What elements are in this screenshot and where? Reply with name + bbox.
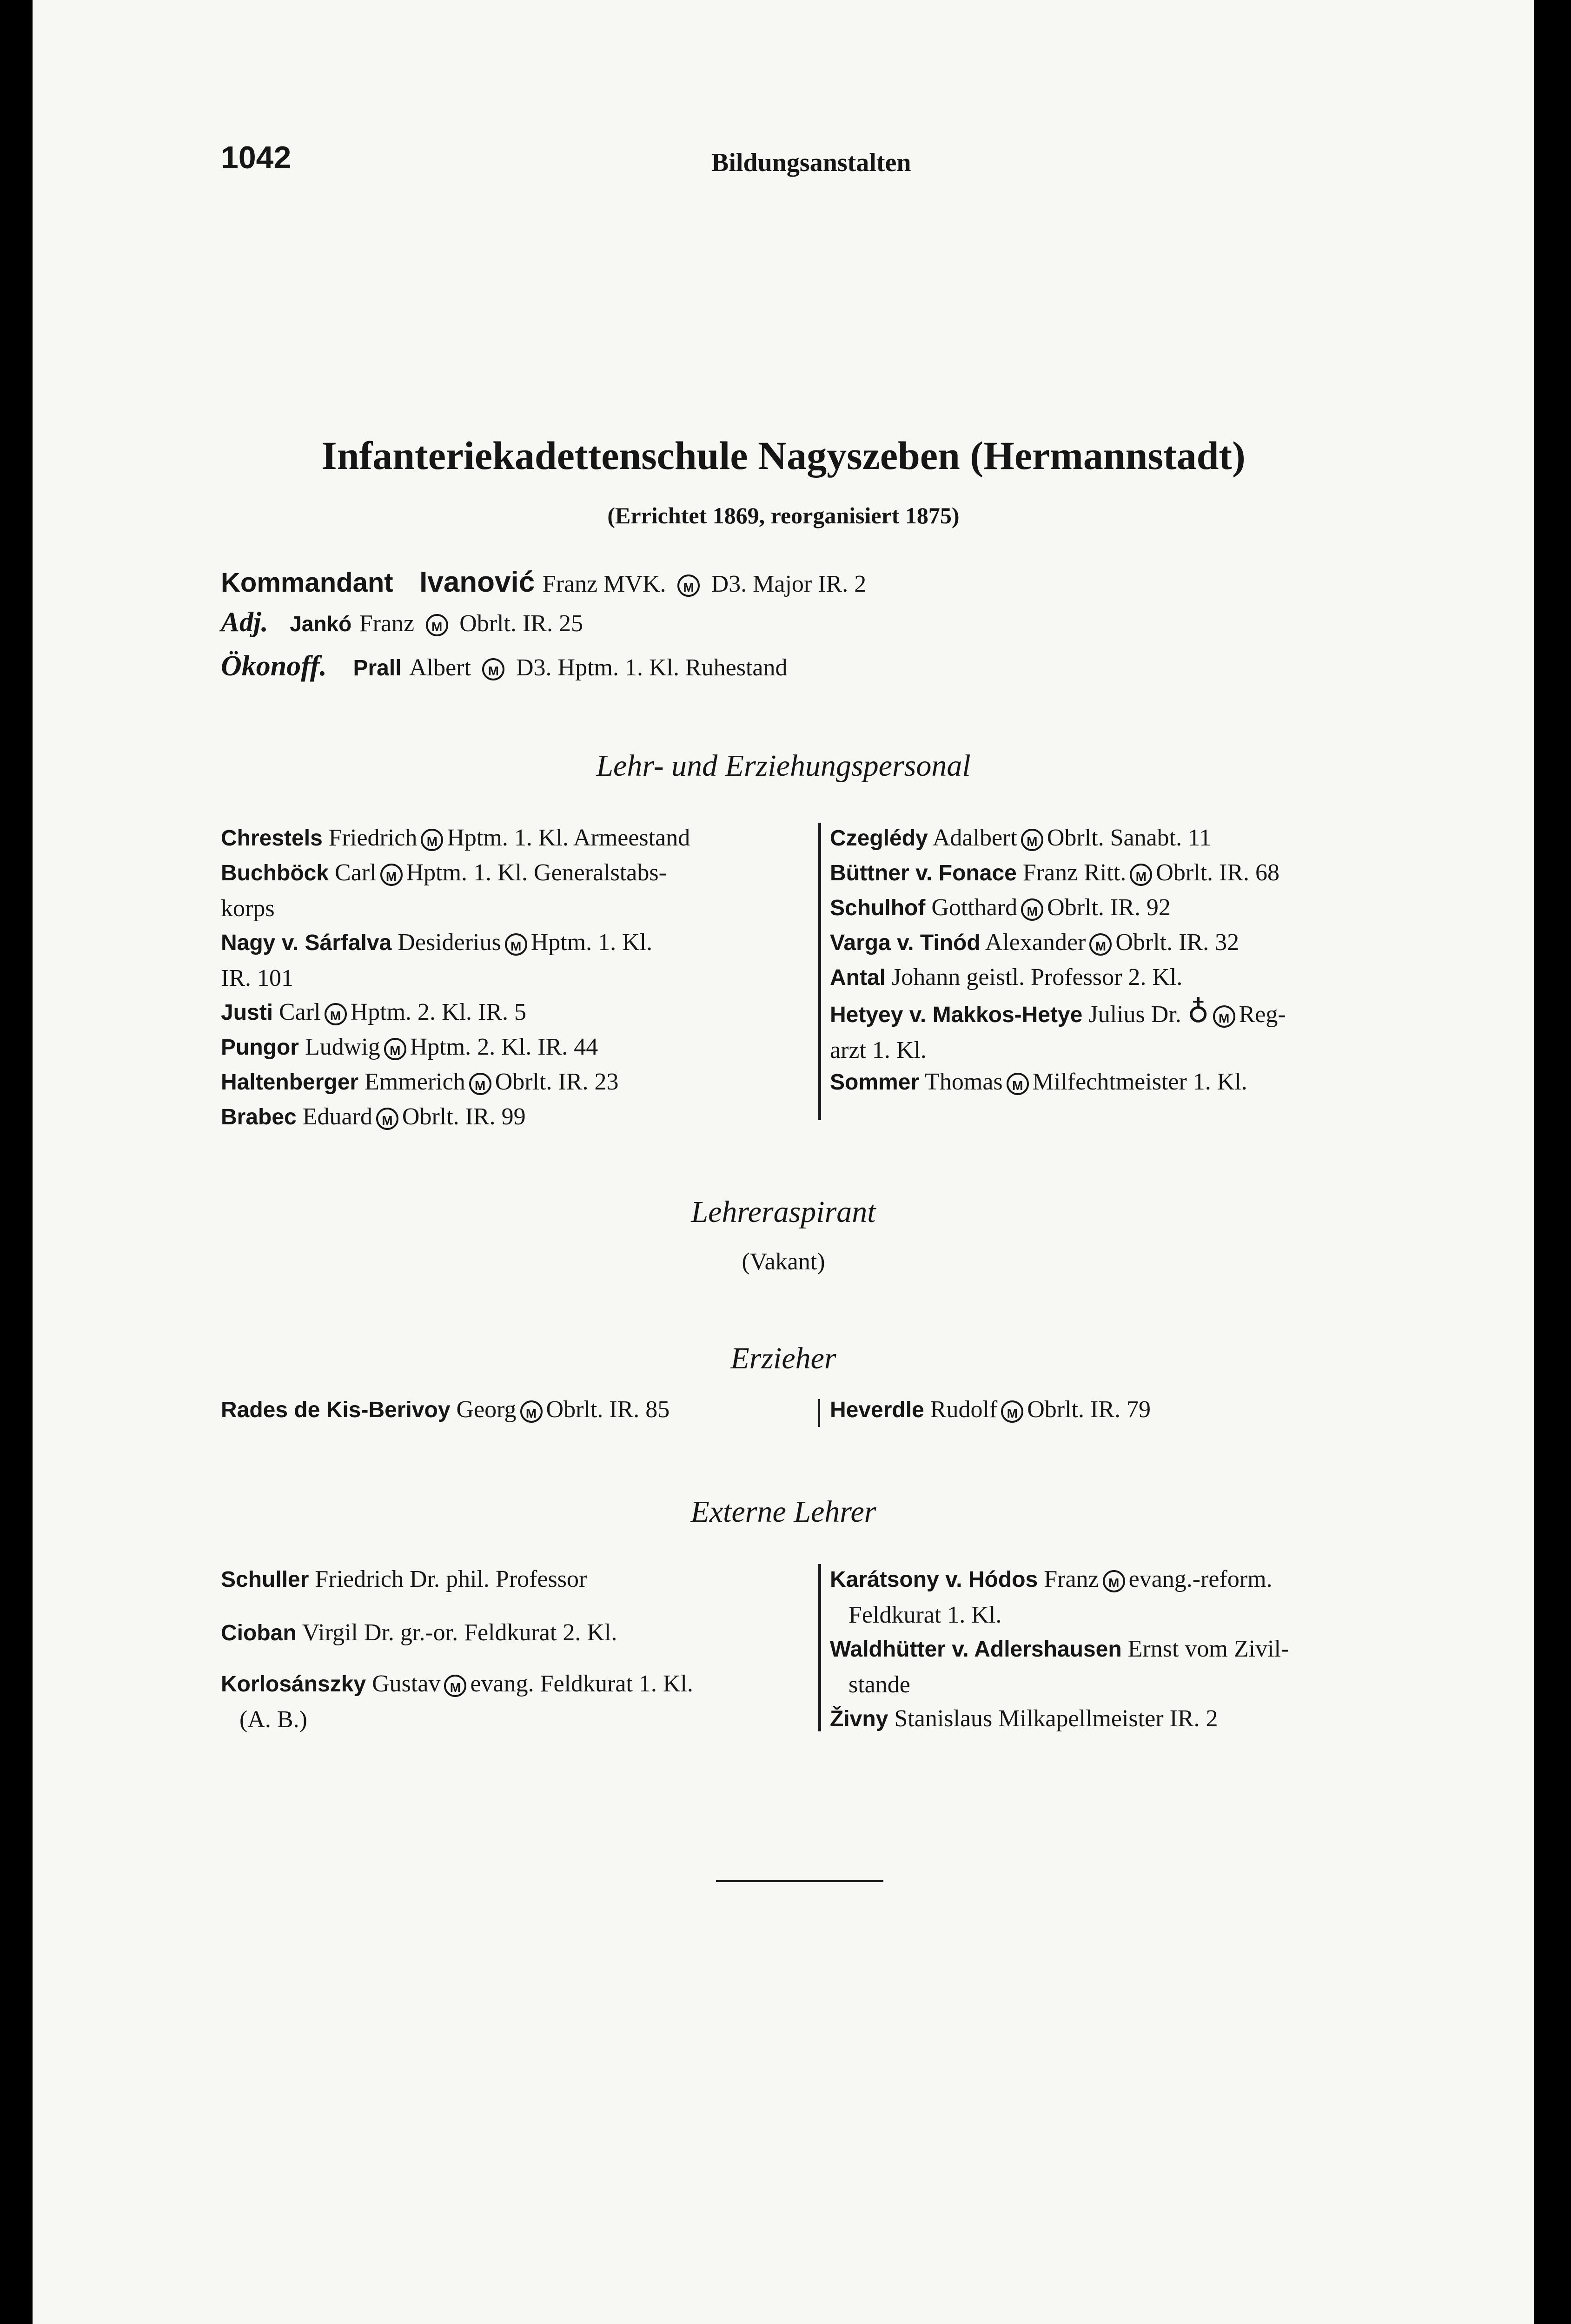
list-item: Brabec Eduard M Obrlt. IR. 99 bbox=[221, 1103, 526, 1130]
oekonom-line bbox=[221, 648, 788, 686]
medal-icon: M bbox=[677, 574, 700, 597]
list-item: Czeglédy Adalbert M Obrlt. Sanabt. 11 bbox=[830, 825, 1212, 851]
list-item: Heverdle Rudolf M Obrlt. IR. 79 bbox=[830, 1396, 1151, 1423]
oekonom-label: Ökonoff. bbox=[221, 650, 327, 682]
page-subtitle: (Errichtet 1869, reorganisiert 1875) bbox=[607, 502, 960, 528]
page-title: Infanteriekadettenschule Nagyszeben (Hermannstadt) bbox=[321, 433, 1246, 478]
oekonom-unit: D3. Hptm. 1. Kl. Ruhestand bbox=[516, 654, 788, 681]
list-item: Sommer Thomas M Milfechtmeister 1. Kl. bbox=[830, 1069, 1247, 1095]
decoration-icon: ♁ bbox=[1187, 996, 1209, 1029]
adj-firstname: Franz bbox=[359, 610, 415, 637]
medal-icon: M bbox=[426, 614, 448, 636]
aspirant-value: (Vakant) bbox=[742, 1248, 825, 1275]
medal-icon: M bbox=[1130, 864, 1152, 886]
medal-icon: M bbox=[1021, 829, 1043, 851]
list-item: Nagy v. Sárfalva Desiderius M Hptm. 1. Kl. IR. 101 bbox=[221, 929, 653, 991]
kommandant-label: Kommandant bbox=[221, 568, 393, 598]
section-heading-lehr: Lehr- und Erziehungspersonal bbox=[596, 749, 971, 783]
list-item: Schulhof Gotthard M Obrlt. IR. 92 bbox=[830, 894, 1171, 921]
list-item: Haltenberger Emmerich M Obrlt. IR. 23 bbox=[221, 1069, 619, 1095]
column-divider bbox=[818, 1564, 821, 1731]
list-item: Karátsony v. Hódos Franz M evang.-reform. Feldkurat 1. Kl. bbox=[830, 1566, 1273, 1628]
medal-icon: M bbox=[384, 1038, 406, 1060]
kommandant-unit: D3. Major IR. 2 bbox=[711, 571, 867, 597]
section-heading-aspirant: Lehreraspirant bbox=[691, 1195, 876, 1229]
page-number: 1042 bbox=[221, 140, 292, 175]
list-item: Chrestels Friedrich M Hptm. 1. Kl. Armeestand bbox=[221, 825, 690, 851]
list-item: Waldhütter v. Adlershausen Ernst vom Zivil- stande bbox=[830, 1636, 1289, 1698]
kommandant-name: Ivanović bbox=[419, 566, 535, 598]
medal-icon: M bbox=[520, 1400, 543, 1423]
medal-icon: M bbox=[505, 933, 527, 956]
list-item: Hetyey v. Makkos-Hetye Julius Dr. ♁ M Reg- arzt 1. Kl. bbox=[830, 996, 1286, 1063]
list-item: Rades de Kis-Berivoy Georg M Obrlt. IR. 85 bbox=[221, 1396, 670, 1423]
list-item: Pungor Ludwig M Hptm. 2. Kl. IR. 44 bbox=[221, 1034, 598, 1060]
oekonom-name: Prall bbox=[353, 656, 402, 680]
kommandant-rank: Franz MVK. bbox=[542, 571, 666, 597]
medal-icon: M bbox=[325, 1003, 347, 1025]
list-item: Varga v. Tinód Alexander M Obrlt. IR. 32 bbox=[830, 929, 1240, 956]
section-heading-extern: Externe Lehrer bbox=[690, 1495, 876, 1529]
medal-icon: M bbox=[469, 1073, 491, 1095]
list-item: Schuller Friedrich Dr. phil. Professor bbox=[221, 1566, 587, 1592]
list-item: Cioban Virgil Dr. gr.-or. Feldkurat 2. Kl. bbox=[221, 1619, 617, 1646]
medal-icon: M bbox=[1007, 1073, 1029, 1095]
end-rule bbox=[716, 1880, 883, 1882]
medal-icon: M bbox=[1089, 933, 1112, 956]
column-divider bbox=[818, 823, 821, 1120]
column-divider bbox=[818, 1399, 820, 1427]
adj-name: Jankó bbox=[290, 612, 352, 636]
adj-label: Adj. bbox=[221, 607, 268, 637]
adj-unit: Obrlt. IR. 25 bbox=[459, 610, 583, 637]
medal-icon: M bbox=[376, 1108, 398, 1130]
list-item: Buchböck Carl M Hptm. 1. Kl. Generalstabs- korps bbox=[221, 859, 667, 922]
list-item: Büttner v. Fonace Franz Ritt. M Obrlt. IR. 68 bbox=[830, 859, 1280, 886]
section-heading-erzieher: Erzieher bbox=[730, 1341, 836, 1375]
adj-line bbox=[221, 604, 583, 641]
medal-icon: M bbox=[1001, 1400, 1023, 1423]
medal-icon: M bbox=[380, 864, 403, 886]
medal-icon: M bbox=[1103, 1570, 1125, 1592]
kommandant-line bbox=[221, 565, 866, 602]
medal-icon: M bbox=[1021, 898, 1043, 921]
list-item: Antal Johann geistl. Professor 2. Kl. bbox=[830, 964, 1183, 990]
list-item: Korlosánszky Gustav M evang. Feldkurat 1. Kl. (A. B.) bbox=[221, 1670, 693, 1733]
medal-icon: M bbox=[421, 829, 443, 851]
list-item: Justi Carl M Hptm. 2. Kl. IR. 5 bbox=[221, 999, 527, 1025]
document-page bbox=[33, 0, 1534, 2324]
medal-icon: M bbox=[444, 1675, 466, 1697]
oekonom-firstname: Albert bbox=[409, 654, 471, 681]
medal-icon: M bbox=[1213, 1005, 1235, 1028]
medal-icon: M bbox=[482, 658, 504, 680]
running-title: Bildungsanstalten bbox=[711, 148, 911, 177]
list-item: Živny Stanislaus Milkapellmeister IR. 2 bbox=[830, 1705, 1218, 1732]
